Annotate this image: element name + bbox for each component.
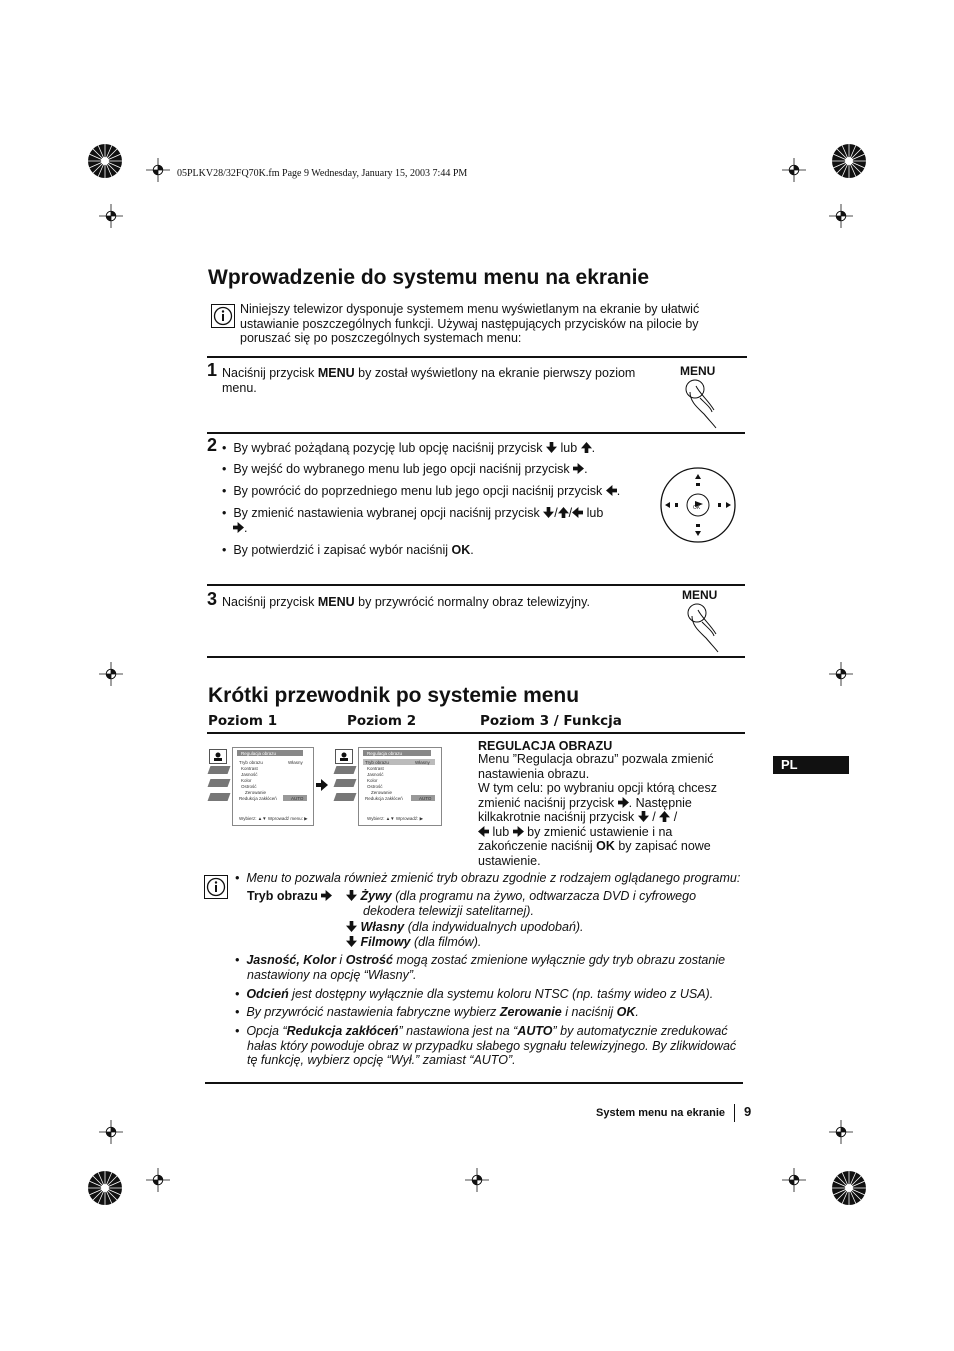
step2-bullet-3: • By powrócić do poprzedniego menu lub jego opcji naciśnij przycisk .	[222, 484, 621, 498]
func-text: by zapisać nowe	[614, 839, 711, 853]
divider	[207, 656, 745, 658]
divider	[205, 1082, 743, 1084]
menu-row: Kolor	[241, 778, 252, 783]
menu-row: Redukcja zakłóceń	[239, 796, 277, 801]
func-text: /	[652, 810, 656, 824]
arrow-right-icon	[321, 890, 332, 901]
func-line: ustawienie.	[478, 853, 541, 868]
tryb-text: Tryb obrazu	[247, 889, 318, 903]
note-bold: Jasność, Kolor	[246, 953, 336, 967]
menu-row: Tryb obrazu	[239, 760, 263, 765]
menu-title: Regulacja obrazu	[367, 751, 403, 756]
menu-row: Ostrość	[367, 784, 383, 789]
step3-post: by przywrócić normalny obraz telewizyjny.	[354, 595, 590, 609]
menu-screen-level1	[207, 746, 313, 826]
menu-button-icon	[678, 378, 728, 435]
remote-ok-label: OK	[693, 505, 701, 511]
mode-filmowy	[346, 935, 481, 950]
step3-pre: Naciśnij przycisk	[222, 595, 318, 609]
note-bold: Ostrość	[345, 953, 393, 967]
crop-mark-star-tl	[85, 141, 125, 181]
note-bold: OK	[616, 1005, 636, 1019]
func-text: kilkakrotnie naciśnij przycisk	[478, 810, 635, 824]
menu-row: Ostrość	[241, 784, 257, 789]
mode-name: Żywy	[360, 889, 392, 903]
menu-row: Kontrast	[367, 766, 384, 771]
step1-pre: Naciśnij przycisk	[222, 366, 318, 380]
note-bold: Redukcja zakłóceń	[286, 1024, 399, 1038]
registration-mark	[782, 1168, 806, 1192]
mode-wlasny	[346, 920, 584, 935]
b5-text: By potwierdzić i zapisać wybór naciśnij	[233, 543, 452, 557]
mode-desc: (dla filmów).	[410, 935, 482, 949]
mode-desc: (dla indywidualnych upodobań).	[404, 920, 584, 934]
func-text: zakończenie naciśnij	[478, 839, 597, 853]
b5-bold: OK	[451, 543, 471, 557]
file-info-header: 05PLKV28/32FQ70K.fm Page 9 Wednesday, January 15, 2003 7:44 PM	[177, 168, 468, 179]
registration-mark	[829, 204, 853, 228]
menu-tab-icon	[334, 793, 357, 801]
func-line: nastawienia obrazu.	[478, 766, 590, 781]
step-number: 3	[207, 589, 218, 609]
note-text: mogą zostać zmienione wyłącznie gdy tryb obrazu zostanie	[392, 953, 726, 967]
page-number: 9	[744, 1104, 752, 1119]
registration-mark	[146, 1168, 170, 1192]
b4-mid: lub	[586, 506, 604, 520]
step-number: 2	[207, 435, 218, 455]
arrow-up-icon	[659, 811, 670, 822]
note-5-line3: tę funkcję, wybierz opcję “Wył.” zamiast “AUTO”.	[247, 1053, 516, 1067]
info-icon	[211, 304, 235, 328]
level-header-2: Poziom 2	[347, 713, 417, 729]
footer-separator	[734, 1104, 735, 1122]
menu-row: Zerowanie	[245, 790, 267, 795]
func-text: . Następnie	[628, 795, 692, 810]
menu-row: Redukcja zakłóceń	[365, 796, 403, 801]
note-4: • By przywrócić nastawienia fabryczne wybierz Zerowanie i naciśnij OK.	[235, 1005, 639, 1019]
menu-screen-level2	[333, 746, 441, 826]
b4-text: By zmienić nastawienia wybranej opcji naciśnij przycisk	[233, 506, 540, 520]
menu-tab-icon	[334, 766, 357, 774]
func-text: lub	[492, 824, 510, 839]
menu-row: Tryb obrazu	[365, 760, 389, 765]
mode-name: Filmowy	[360, 935, 411, 949]
func-line: W tym celu: po wybraniu opcji którą chcesz	[478, 781, 717, 795]
menu-screen	[232, 747, 314, 826]
arrow-right-icon	[316, 778, 328, 796]
note-text: Opcja “	[246, 1024, 287, 1038]
note-text: By przywrócić nastawienia fabryczne wybierz	[246, 1005, 500, 1019]
menu-button-icon	[680, 602, 730, 659]
func-text: zmienić naciśnij przycisk	[478, 795, 615, 810]
func-line	[478, 825, 748, 840]
mode-zywy-line2: dekodera telewizji satelitarnej).	[363, 904, 534, 918]
section-title: Wprowadzenie do systemu menu na ekranie	[208, 266, 650, 289]
menu-value: Własny	[415, 760, 430, 765]
menu-tab-icon	[208, 793, 231, 801]
menu-footer: Wybierz: ▲▼ Wprowadź menu: ▶	[239, 816, 308, 821]
note-text: ” nastawiona jest na “	[398, 1024, 518, 1038]
arrow-down-icon	[543, 507, 554, 518]
step2-bullet-5: • By potwierdzić i zapisać wybór naciśnij OK.	[222, 543, 474, 557]
func-bold: OK	[596, 839, 615, 853]
crop-mark-star-tr	[829, 141, 869, 181]
menu-title: Regulacja obrazu	[241, 751, 277, 756]
divider	[207, 732, 745, 734]
func-line	[478, 839, 748, 854]
note-text: Menu to pozwala również zmienić tryb obrazu zgodnie z rodzajem oglądanego programu:	[246, 871, 741, 885]
step1-line2: menu.	[222, 380, 257, 395]
registration-mark	[99, 204, 123, 228]
registration-mark	[465, 1168, 489, 1192]
level-header-3: Poziom 3 / Funkcja	[480, 713, 622, 729]
note-5-line2: hałas który powoduje obraz w przypadku słabego sygnału telewizyjnego. By zlikwidować	[247, 1039, 737, 1053]
level-header-1: Poziom 1	[208, 713, 278, 729]
func-line: Menu ”Regulacja obrazu” pozwala zmienić	[478, 752, 714, 766]
note-text: .	[635, 1005, 639, 1019]
note-2-line2: nastawiony na opcję “Własny”.	[247, 968, 417, 982]
mode-desc: (dla programu na żywo, odtwarzacza DVD i cyfrowego	[391, 889, 697, 903]
menu-footer: Wybierz: ▲▼ Wprowadź: ▶	[367, 816, 424, 821]
func-line	[478, 796, 748, 811]
note-5: • Opcja “Redukcja zakłóceń” nastawiona jest na “AUTO” by automatycznie zredukować	[235, 1024, 728, 1038]
menu-row: Kolor	[367, 778, 378, 783]
registration-mark	[782, 158, 806, 182]
func-line	[478, 810, 748, 825]
step2-bullet-4: • By zmienić nastawienia wybranej opcji naciśnij przycisk / / lub	[222, 506, 604, 520]
arrow-down-icon	[346, 936, 357, 947]
note-2: • Jasność, Kolor i Ostrość mogą zostać zmienione wyłącznie gdy tryb obrazu zostanie	[235, 953, 726, 967]
menu-value: AUTO	[419, 796, 432, 801]
note-text: ” by automatycznie zredukować	[552, 1024, 728, 1038]
step1-text	[222, 366, 662, 395]
step2-bullet-4-cont: .	[233, 521, 247, 535]
b1-mid: lub	[560, 441, 578, 455]
menu-row: Kontrast	[241, 766, 258, 771]
b1-text: By wybrać pożądaną pozycję lub opcję naciśnij przycisk	[233, 441, 543, 455]
registration-mark	[829, 662, 853, 686]
function-description	[478, 752, 748, 868]
step1-bold: MENU	[317, 366, 355, 380]
note-1: • Menu to pozwala również zmienić tryb obrazu zgodnie z rodzajem oglądanego programu:	[235, 871, 741, 885]
crop-mark-star-br	[829, 1168, 869, 1208]
registration-mark	[829, 1120, 853, 1144]
step2-bullet-1: • By wybrać pożądaną pozycję lub opcję naciśnij przycisk lub .	[222, 441, 596, 455]
arrow-up-icon	[581, 442, 592, 453]
mode-zywy	[346, 889, 696, 904]
arrow-down-icon	[546, 442, 557, 453]
arrow-right-icon	[618, 797, 629, 808]
divider	[207, 432, 745, 434]
note-text: i naciśnij	[561, 1005, 617, 1019]
menu-button-label: MENU	[680, 364, 716, 378]
note-bold: Odcień	[246, 987, 289, 1001]
note-text: jest dostępny wyłącznie dla systemu koloru NTSC (np. taśmy wideo z USA).	[288, 987, 714, 1001]
func-text: by zmienić ustawienie i na	[527, 824, 673, 839]
info-icon	[204, 875, 228, 899]
step1-post: by został wyświetlony na ekranie pierwszy poziom	[354, 366, 636, 380]
tryb-label	[247, 889, 332, 903]
arrow-down-icon	[638, 811, 649, 822]
b3-text: By powrócić do poprzedniego menu lub jego opcji naciśnij przycisk	[233, 484, 603, 498]
menu-tab-icon	[208, 766, 231, 774]
language-tab: PL	[773, 756, 849, 774]
arrow-down-icon	[346, 921, 357, 932]
arrow-left-icon	[572, 507, 583, 518]
arrow-right-icon	[233, 522, 244, 533]
arrow-left-icon	[478, 826, 489, 837]
section-title: Krótki przewodnik po systemie menu	[208, 684, 580, 707]
note-text: i	[335, 953, 346, 967]
picture-menu-icon	[209, 749, 227, 764]
note-3: • Odcień jest dostępny wyłącznie dla systemu koloru NTSC (np. taśmy wideo z USA).	[235, 987, 714, 1001]
menu-tab-icon	[208, 779, 231, 787]
menu-value: Własny	[288, 760, 303, 765]
arrow-up-icon	[558, 507, 569, 518]
menu-row: Jasność	[367, 772, 384, 777]
menu-row: Jasność	[241, 772, 258, 777]
step2-bullet-2: • By wejść do wybranego menu lub jego opcji naciśnij przycisk .	[222, 462, 588, 476]
function-title: REGULACJA OBRAZU	[478, 739, 613, 753]
footer-section-name: System menu na ekranie	[596, 1107, 726, 1119]
menu-screen	[358, 747, 442, 826]
crop-mark-star-bl	[85, 1168, 125, 1208]
registration-mark	[99, 662, 123, 686]
intro-text: Niniejszy telewizor dysponuje systemem menu wyświetlanym na ekranie by ułatwić ustawianie poszczególnych funkcji. Używaj następujących przycisków na pilocie by poruszać się po poszczególnych systemach menu:	[240, 302, 700, 345]
mode-name: Własny	[360, 920, 405, 934]
arrow-down-icon	[346, 890, 357, 901]
step-number: 1	[207, 360, 218, 380]
picture-menu-icon	[335, 749, 353, 764]
registration-mark	[146, 158, 170, 182]
divider	[207, 356, 747, 358]
b2-text: By wejść do wybranego menu lub jego opcji naciśnij przycisk	[233, 462, 570, 476]
menu-tab-icon	[334, 779, 357, 787]
arrow-right-icon	[573, 463, 584, 474]
registration-mark	[99, 1120, 123, 1144]
note-bold: Zerowanie	[499, 1005, 562, 1019]
step3-text	[222, 595, 590, 610]
arrow-right-icon	[513, 826, 524, 837]
menu-button-label: MENU	[682, 588, 718, 602]
step3-bold: MENU	[317, 595, 355, 609]
divider	[207, 584, 745, 586]
func-text: /	[673, 810, 678, 824]
note-bold: AUTO	[517, 1024, 553, 1038]
arrow-left-icon	[606, 485, 617, 496]
menu-value: AUTO	[291, 796, 304, 801]
menu-row: Zerowanie	[371, 790, 393, 795]
